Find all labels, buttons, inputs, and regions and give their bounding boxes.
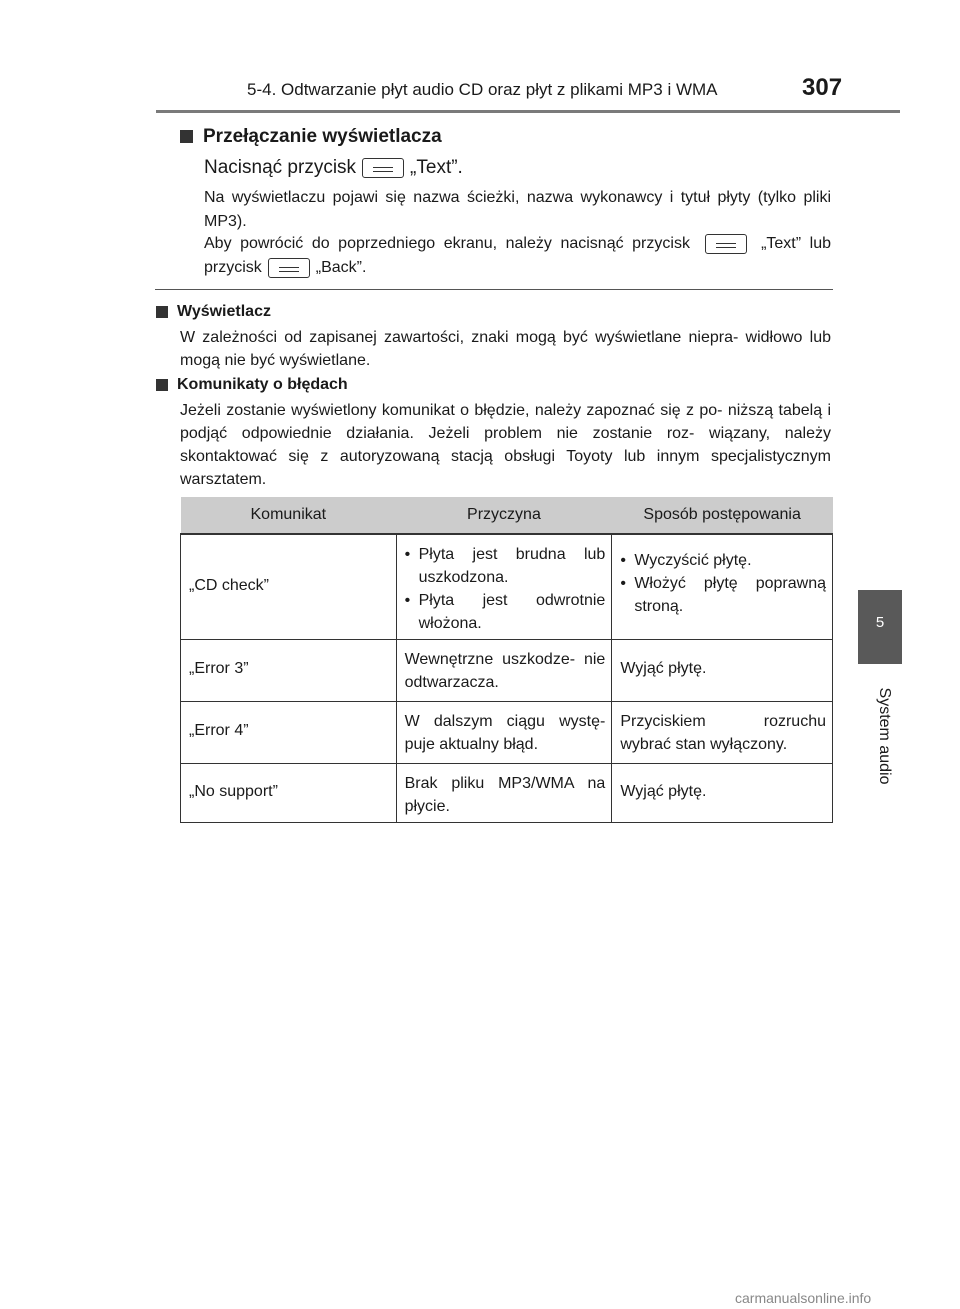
table-row <box>181 640 833 702</box>
instruction <box>204 157 463 179</box>
message-cell: „Error 3” <box>181 640 397 702</box>
cause-cell <box>396 534 612 640</box>
back-key-icon <box>268 258 310 278</box>
action-cell <box>612 534 833 640</box>
running-header: 5-4. Odtwarzanie płyt audio CD oraz płyt z plikami MP3 i WMA <box>247 80 718 99</box>
instruction-description: Na wyświetlaczu pojawi się nazwa ścieżki, nazwa wykonawcy i tytuł płyty (tylko pliki MP3). <box>204 189 831 230</box>
table-row <box>181 702 833 764</box>
text-key-icon <box>362 158 404 178</box>
note-heading-errors <box>156 376 348 394</box>
instruction-text-post: „Text”. <box>410 157 463 178</box>
square-bullet-icon <box>180 130 193 143</box>
note-text-display: W zależności od zapisanej zawartości, znaki mogą być wyświetlane niepra- widłowo lub mogą nie być wyświetlane. <box>180 329 831 369</box>
watermark: carmanualsonline.info <box>735 1290 872 1306</box>
section-heading-text: Przełączanie wyświetlacza <box>203 126 442 147</box>
error-messages-table <box>180 497 833 823</box>
column-header: Przyczyna <box>396 497 612 534</box>
square-bullet-icon <box>156 306 168 318</box>
column-header: Komunikat <box>181 497 397 534</box>
table-header-row <box>181 497 833 534</box>
page-number: 307 <box>802 74 843 101</box>
return-text-b: „Text” lub przycisk <box>204 235 831 276</box>
section-divider <box>155 289 833 290</box>
return-text-c: „Back”. <box>315 259 367 276</box>
message-cell: „Error 4” <box>181 702 397 764</box>
chapter-label <box>872 680 896 792</box>
list-item: • Włożyć płytę poprawną stroną. <box>620 572 826 618</box>
header-divider <box>156 110 900 113</box>
instruction-text-pre: Nacisnąć przycisk <box>204 157 357 178</box>
table-row <box>181 534 833 640</box>
action-cell: Wyjąć płytę. <box>612 764 833 823</box>
list-item: • Wyczyścić płytę. <box>620 549 826 572</box>
note-text-errors: Jeżeli zostanie wyświetlony komunikat o błędzie, należy zapoznać się z po- niższą tabelą i podjąć odpowiednie działania. Jeżeli problem nie zostanie roz- wiązany, należy skontaktować się z autoryzowaną stacją obsługi Toyoty lub innym specjalistycznym warsztatem. <box>180 402 831 488</box>
text-key-icon <box>705 234 747 254</box>
table-row <box>181 764 833 823</box>
chapter-label-text: System audio <box>876 687 893 785</box>
list-item: • Płyta jest brudna lub uszkodzona. <box>405 543 606 589</box>
column-header: Sposób postępowania <box>612 497 833 534</box>
note-heading-text: Komunikaty o błędach <box>177 376 348 393</box>
message-cell: „CD check” <box>181 534 397 640</box>
action-cell: Przyciskiem rozruchu wybrać stan wyłączony. <box>612 702 833 764</box>
note-heading-text: Wyświetlacz <box>177 303 271 320</box>
cause-cell: Wewnętrzne uszkodze- nie odtwarzacza. <box>396 640 612 702</box>
cause-cell: Brak pliku MP3/WMA na płycie. <box>396 764 612 823</box>
message-cell: „No support” <box>181 764 397 823</box>
cause-cell: W dalszym ciągu wystę- puje aktualny błąd. <box>396 702 612 764</box>
section-heading <box>180 126 442 148</box>
return-text-a: Aby powrócić do poprzedniego ekranu, należy nacisnąć przycisk <box>204 235 690 252</box>
list-item: • Płyta jest odwrotnie włożona. <box>405 589 606 635</box>
note-heading-display <box>156 303 271 321</box>
return-description <box>204 232 831 280</box>
action-cell: Wyjąć płytę. <box>612 640 833 702</box>
square-bullet-icon <box>156 379 168 391</box>
chapter-tab: 5 <box>858 590 902 664</box>
